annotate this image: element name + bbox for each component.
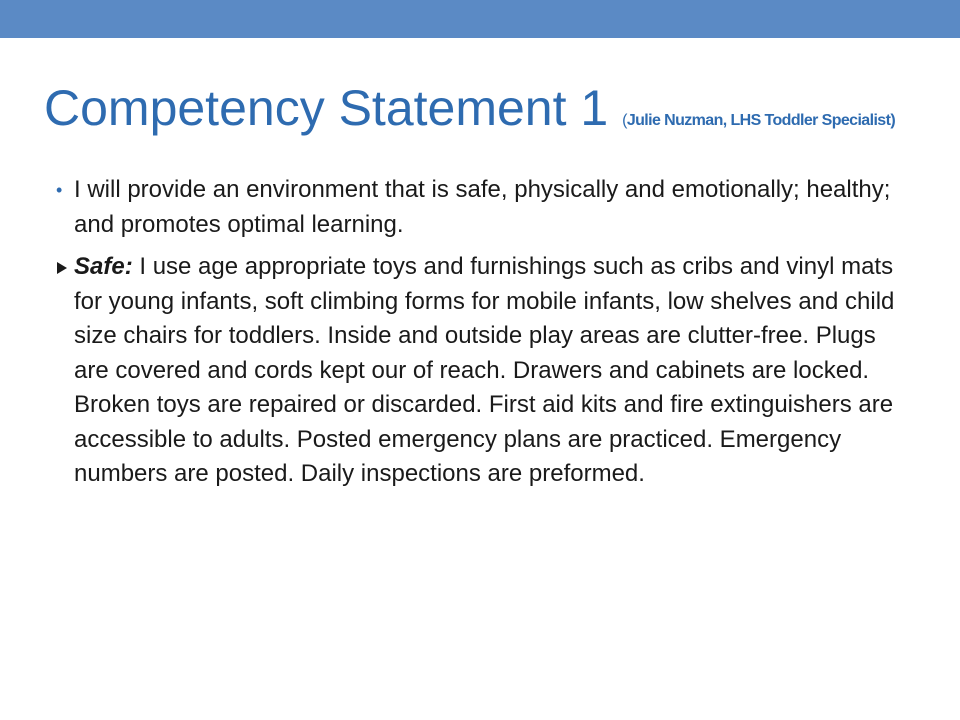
slide-title-line bbox=[44, 78, 944, 151]
top-accent-bar bbox=[0, 0, 960, 38]
subtitle-text: Julie Nuzman, LHS Toddler Specialist) bbox=[626, 112, 896, 129]
slide-title: Competency Statement 1 bbox=[44, 80, 609, 136]
bullet-item bbox=[56, 173, 916, 242]
slide-body bbox=[56, 173, 916, 492]
bullet-dot-icon: • bbox=[56, 180, 63, 200]
bullet-text: I will provide an environment that is safe, physically and emotionally; healthy; and promotes optimal learning. bbox=[74, 176, 891, 238]
sub-bullet-item bbox=[56, 250, 916, 492]
sub-bullet-text: I use age appropriate toys and furnishings such as cribs and vinyl mats for young infants, soft climbing forms for mobile infants, low shelves and child size chairs for toddlers. Inside and outside play areas are clutter-free. Plugs are covered and cords kept our of reach. Drawers and cabinets are locked. Broken toys are repaired or discarded. First aid kits and fire extinguishers are accessible to adults. Posted emergency plans are practiced. Emergency numbers are posted. Daily inspections are preformed. bbox=[74, 253, 895, 487]
arrow-icon bbox=[57, 262, 67, 274]
subtitle-open-paren: ( bbox=[622, 112, 627, 129]
slide-subtitle bbox=[622, 112, 895, 129]
sub-bullet-lead: Safe: bbox=[74, 253, 133, 280]
